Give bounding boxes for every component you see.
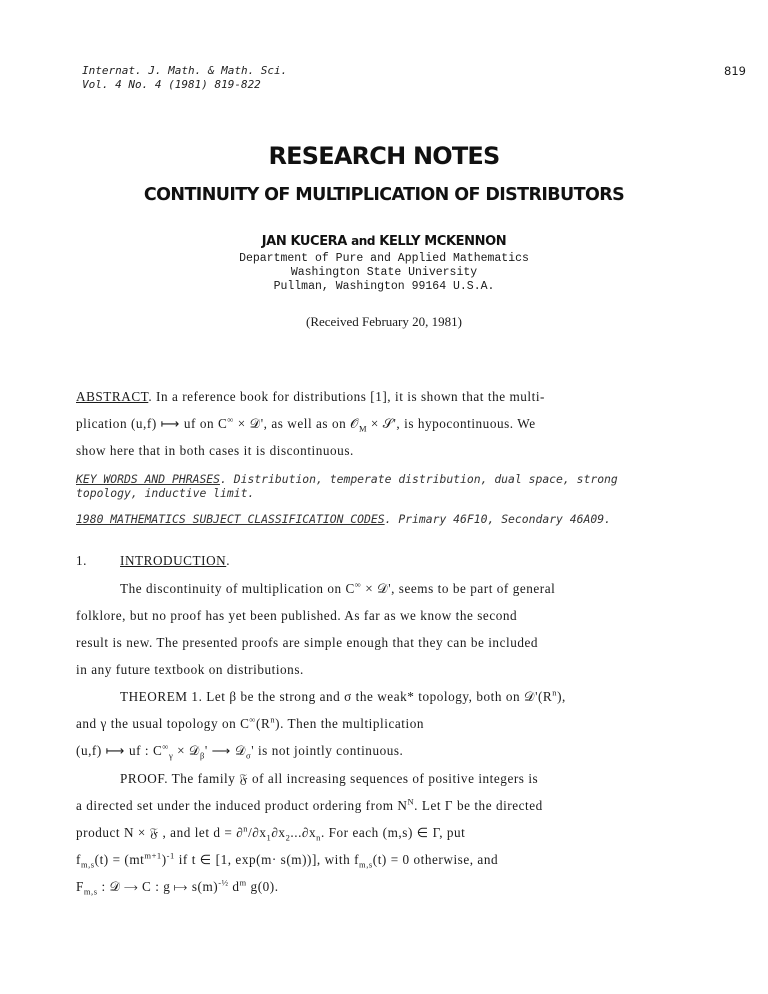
section-number: 1.	[76, 553, 87, 568]
journal-name: Internat. J. Math. & Math. Sci.	[82, 64, 288, 77]
intro-paragraph-line-2: folklore, but no proof has yet been published. As far as we know the second	[76, 608, 518, 623]
proof-line-4: $f_{m,s}(t) = (mt^{m+1})^{-1}$ if t ∈ [1, exp(m· s(m))], with $f_{m,s}(t) = 0$ otherwise, and	[76, 850, 499, 870]
theorem-label: THEOREM 1.	[120, 689, 203, 704]
affiliation-address: Pullman, Washington 99164 U.S.A.	[273, 280, 495, 293]
intro-paragraph-line-1: The discontinuity of multiplication on C∞ × 𝒟', seems to be part of general	[120, 579, 556, 596]
abstract-line-2: plication (u,f) ⟼ uf on C∞ × 𝒟', as well as on 𝒪$_M$ × 𝒮', is hypocontinuous. We	[76, 414, 536, 434]
keywords-line-2: topology, inductive limit.	[76, 486, 255, 500]
proof-line-5: $F_{m,s}$ : 𝒟 ⟶ C : g ⟼ $s(m)^{-\frac{1}{2}}$ $d^m$ g(0).	[76, 877, 279, 897]
proof-line-3: product N × 𝔉 , and let $d = \partial^n/\partial x_1\partial x_2...\partial x_n$. For each (m,s) ∈ Γ, put	[76, 823, 466, 843]
journal-volume: Vol. 4 No. 4 (1981) 819-822	[82, 78, 261, 91]
classification-codes: 1980 MATHEMATICS SUBJECT CLASSIFICATION CODES. Primary 46F10, Secondary 46A09.	[76, 512, 611, 526]
keywords-label: KEY WORDS AND PHRASES	[76, 472, 221, 486]
author-conjunction: and	[351, 234, 376, 248]
theorem-line-2: and γ the usual topology on $C^\infty(R^n)$. Then the multiplication	[76, 714, 424, 731]
abstract-line-1: ABSTRACT. In a reference book for distributions [1], it is shown that the multi-	[76, 389, 545, 404]
abstract-label: ABSTRACT	[76, 389, 149, 404]
intro-paragraph-line-4: in any future textbook on distributions.	[76, 662, 304, 677]
introduction-heading: INTRODUCTION.	[120, 553, 231, 568]
author-1: JAN KUCERA	[261, 234, 347, 249]
theorem-line-1: THEOREM 1. Let β be the strong and σ the weak* topology, both on $𝒟'(R^n)$,	[120, 687, 566, 704]
paper-title: CONTINUITY OF MULTIPLICATION OF DISTRIBUTORS	[143, 185, 625, 205]
section-title: RESEARCH NOTES	[268, 142, 500, 170]
classification-label: 1980 MATHEMATICS SUBJECT CLASSIFICATION CODES	[76, 512, 385, 526]
author-2: KELLY MCKENNON	[379, 234, 507, 249]
keywords-line-1: KEY WORDS AND PHRASES. Distribution, temperate distribution, dual space, strong	[76, 472, 618, 486]
received-date: (Received February 20, 1981)	[306, 314, 462, 329]
abstract-line-3: show here that in both cases it is discontinuous.	[76, 443, 354, 458]
intro-paragraph-line-3: result is new. The presented proofs are simple enough that they can be included	[76, 635, 539, 650]
proof-line-1: PROOF. The family 𝔉 of all increasing sequences of positive integers is	[120, 771, 539, 786]
affiliation-department: Department of Pure and Applied Mathematics	[239, 252, 529, 265]
proof-label: PROOF.	[120, 771, 169, 786]
theorem-line-3: (u,f) ⟼ uf : $C^\infty_\gamma$ × 𝒟$_\beta$' ⟶ 𝒟$_\sigma$' is not jointly continuous.	[76, 741, 404, 761]
authors	[0, 234, 768, 249]
proof-line-2: a directed set under the induced product ordering from $N^N$. Let Γ be the directed	[76, 796, 543, 813]
page-number: 819	[724, 64, 746, 78]
journal-citation	[82, 64, 287, 92]
affiliation-university: Washington State University	[290, 266, 478, 279]
